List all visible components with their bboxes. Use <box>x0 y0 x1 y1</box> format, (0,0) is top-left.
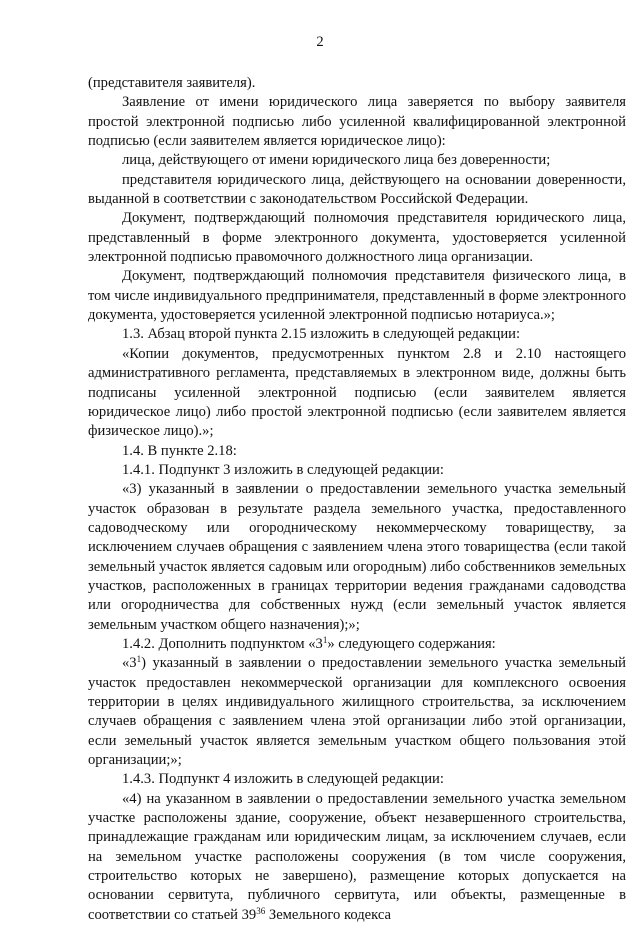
superscript: 36 <box>256 905 266 916</box>
paragraph <box>88 654 626 770</box>
text-run: 1.4. В пункте 2.18: <box>122 442 237 459</box>
paragraph <box>88 345 626 442</box>
text-run: «3 <box>122 655 137 672</box>
paragraph <box>88 461 626 480</box>
superscript: 1 <box>136 654 142 665</box>
paragraph <box>88 480 626 635</box>
paragraph <box>88 151 626 170</box>
paragraph <box>88 74 626 93</box>
paragraph <box>88 325 626 344</box>
text-run: Документ, подтверждающий полномочия представителя юридического лица, представленный в форме электронного документа, удостоверяется усиленной электронной подписью правомочного должностного лица организации. <box>88 210 626 266</box>
text-run: лица, действующего от имени юридического лица без доверенности; <box>122 152 551 169</box>
text-run: «4) на указанном в заявлении о предоставлении земельного участка земельном участке расположены здание, сооружение, объект незавершенного строительства, принадлежащие гражданам или юридическим лицам, за исключением случаев, если на земельном участке расположены сооружения (в том числе сооружения, строительство которых не завершено), размещение которых допускается на основании сервитута, публичного сервитута, или объекты, размещенные в соответствии со статьей 39 <box>88 790 626 923</box>
text-run: Документ, подтверждающий полномочия представителя физического лица, в том числе индивидуального предпринимателя, представленный в форме электронного документа, удостоверяется усиленной электронной подписью нотариуса.»; <box>88 268 626 324</box>
text-run: ) указанный в заявлении о предоставлении земельного участка земельный участок предоставлен некоммерческой организации для комплексного освоения территории в целях индивидуального жилищного строительства, за исключением случаев обращения с заявлением члена этой организации либо этой организации, если земельный участок является земельным участком общего пользования этой организации;»; <box>88 655 626 769</box>
paragraph <box>88 171 626 210</box>
paragraph <box>88 267 626 325</box>
paragraph <box>88 770 626 789</box>
text-run: 1.4.2. Дополнить подпунктом «3 <box>122 635 323 652</box>
paragraph <box>88 209 626 267</box>
paragraph <box>88 442 626 461</box>
paragraph <box>88 635 626 654</box>
text-run: Земельного кодекса <box>265 906 391 923</box>
superscript: 1 <box>322 634 328 645</box>
paragraph <box>88 93 626 151</box>
text-run: Заявление от имени юридического лица заверяется по выбору заявителя простой электронной подписью либо усиленной квалифицированной электронной подписью (если заявителем является юридическое лицо): <box>88 94 626 150</box>
text-run: » следующего содержания: <box>327 635 496 652</box>
text-run: 1.4.1. Подпункт 3 изложить в следующей редакции: <box>122 461 444 478</box>
text-run: 1.4.3. Подпункт 4 изложить в следующей редакции: <box>122 771 444 788</box>
text-run: представителя юридического лица, действующего на основании доверенности, выданной в соответствии с законодательством Российской Федерации. <box>88 171 626 208</box>
text-run: «Копии документов, предусмотренных пунктом 2.8 и 2.10 настоящего административного регламента, представляемых в электронном виде, должны быть подписаны усиленной электронной подписью (если заявителем является юридическое лицо) либо простой электронной подписью (если заявителем является физическое лицо).»; <box>88 345 626 440</box>
text-run: «3) указанный в заявлении о предоставлении земельного участка земельный участок образован в результате раздела земельного участка, предоставленного садоводческому или огородническому некоммерческому товариществу, за исключением случаев обращения с заявлением члена этого товарищества (если такой земельный участок является садовым или огородным) либо собственников земельных участков, расположенных в границах территории ведения гражданами садоводства или огородничества для собственных нужд (если земельный участок является земельным участком общего назначения);»; <box>88 481 626 633</box>
text-run: 1.3. Абзац второй пункта 2.15 изложить в следующей редакции: <box>122 326 521 343</box>
text-run: (представителя заявителя). <box>88 75 256 91</box>
page-number: 2 <box>316 34 324 50</box>
document-body <box>88 74 626 925</box>
